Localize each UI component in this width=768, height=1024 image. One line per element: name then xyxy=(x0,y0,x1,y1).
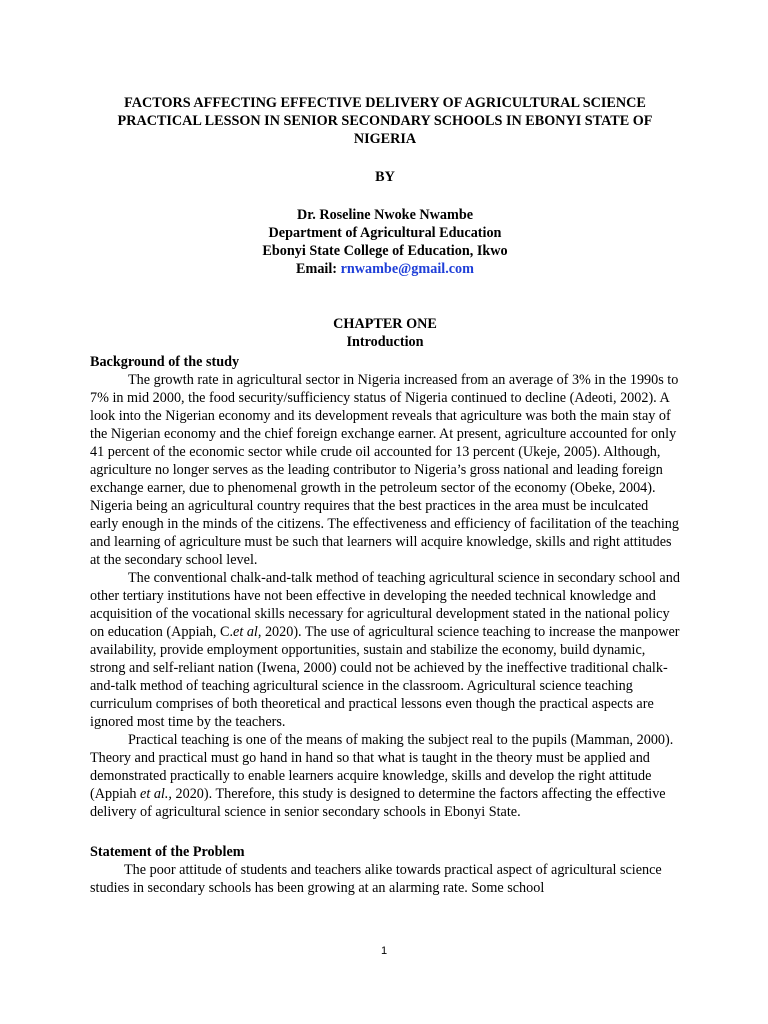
paragraph: Practical teaching is one of the means of making the subject real to the pupils (Mamman, 2000). Theory and practical must go hand in hand so that what is taught in the theory must be applied and demonstrated practically to enable learners acquire knowledge, skills and develop the right attitude (Appiah et al., 2020). Therefore, this study is designed to determine the factors affecting the effective delivery of agricultural science in senior secondary schools in Ebonyi State. xyxy=(90,732,674,820)
chapter-header xyxy=(90,315,680,351)
email-label: Email: xyxy=(296,261,338,277)
author-block xyxy=(90,206,680,278)
paragraph: The poor attitude of students and teachers alike towards practical aspect of agricultural science studies in secondary schools has been growing at an alarming rate. Some school xyxy=(90,862,662,896)
author-email-line xyxy=(90,260,680,278)
by-line: BY xyxy=(375,169,395,185)
email-link[interactable]: rnwambe@gmail.com xyxy=(340,261,474,277)
section-heading-problem: Statement of the Problem xyxy=(90,844,245,860)
page-number: 1 xyxy=(380,945,388,957)
paragraph: The growth rate in agricultural sector in Nigeria increased from an average of 3% in the 1990s to 7% in mid 2000, the food security/sufficiency status of Nigeria continued to decline (Adeoti, 2002). A look into the Nigerian economy and its development reveals that agriculture was both the main stay of the Nigerian economy and the chief foreign exchange earner. At present, agriculture accounted for only 41 percent of the economic sector while crude oil accounted for 13 percent (Ukeje, 2005). Although, agriculture no longer serves as the leading contributor to Nigeria’s gross national and leading foreign exchange earner, due to phenomenal growth in the petroleum sector of the economy (Obeke, 2004). Nigeria being an agricultural country requires that the best practices in the area must be inculcated early enough in the minds of the citizens. The effectiveness and efficiency of facilitation of the teaching and learning of agriculture must be such that learners will acquire knowledge, skills and right attitudes at the secondary school level. xyxy=(90,372,679,568)
paragraph: The conventional chalk-and-talk method of teaching agricultural science in secondary school and other tertiary institutions have not been effective in developing the needed technical knowledge and acquisition of the vocational skills necessary for agricultural development stated in the national policy on education (Appiah, C.et al, 2020). The use of agricultural science teaching to increase the manpower availability, provide employment opportunities, sustain and stabilize the economy, build dynamic, strong and self-reliant nation (Iwena, 2000) could not be achieved by the ineffective traditional chalk-and-talk method of teaching agricultural science in the classroom. Agricultural science teaching curriculum comprises of both theoretical and practical lessons even though the practical aspects are ignored most time by the teachers. xyxy=(90,570,680,730)
author-institution: Ebonyi State College of Education, Ikwo xyxy=(262,243,508,259)
chapter-title: Introduction xyxy=(346,334,424,350)
paper-title: FACTORS AFFECTING EFFECTIVE DELIVERY OF AGRICULTURAL SCIENCE PRACTICAL LESSON IN SENIOR SECONDARY SCHOOLS IN EBONYI STATE OF NIGERIA xyxy=(117,95,653,147)
section-heading-background: Background of the study xyxy=(90,354,240,370)
chapter-number: CHAPTER ONE xyxy=(333,316,437,332)
page-content xyxy=(90,94,680,897)
author-name: Dr. Roseline Nwoke Nwambe xyxy=(296,207,474,223)
author-department: Department of Agricultural Education xyxy=(268,225,502,241)
